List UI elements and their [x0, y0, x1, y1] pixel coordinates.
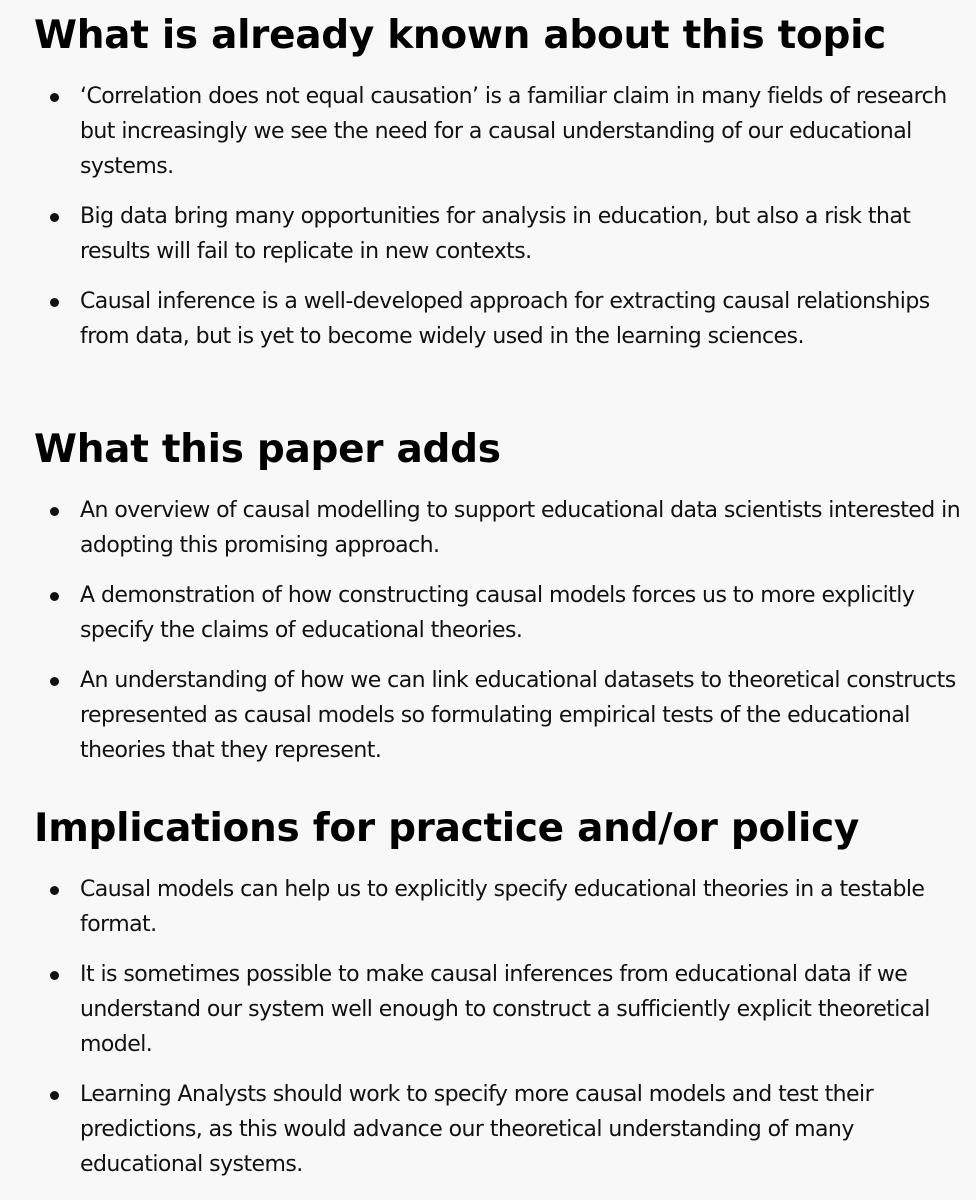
bullet-icon [50, 677, 59, 686]
bullet-icon [50, 213, 59, 222]
bullet-icon [50, 971, 59, 980]
section-heading: What is already known about this topic [34, 13, 886, 58]
section-heading: Implications for practice and/or policy [34, 806, 860, 851]
list-item-text: A demonstration of how constructing causal models forces us to more explicitly specify the claims of educational theories. [80, 583, 915, 643]
bullet-icon [50, 886, 59, 895]
list-item-text: Big data bring many opportunities for analysis in education, but also a risk that results will fail to replicate in new contexts. [80, 204, 911, 264]
list-item-text: An overview of causal modelling to support educational data scientists interested in adopting this promising approach. [80, 498, 961, 558]
section-heading: What this paper adds [34, 427, 501, 472]
bullet-icon [50, 93, 59, 102]
list-item-text: It is sometimes possible to make causal inferences from educational data if we understand our system well enough to construct a sufficiently explicit theoretical model. [80, 962, 930, 1057]
list-item-text: Causal models can help us to explicitly specify educational theories in a testable format. [80, 877, 925, 937]
list-item-text: Causal inference is a well-developed approach for extracting causal relationships from data, but is yet to become widely used in the learning sciences. [80, 289, 930, 349]
list-item-text: An understanding of how we can link educational datasets to theoretical constructs represented as causal models so formulating empirical tests of the educational theories that they represent. [80, 668, 956, 763]
list-item-text: Learning Analysts should work to specify more causal models and test their predictions, as this would advance our theoretical understanding of many educational systems. [80, 1082, 874, 1177]
bullet-icon [50, 592, 59, 601]
bullet-icon [50, 507, 59, 516]
list-item-text: ‘Correlation does not equal causation’ is a familiar claim in many fields of research but increasingly we see the need for a causal understanding of our educational systems. [80, 84, 947, 179]
bullet-icon [50, 1091, 59, 1100]
bullet-icon [50, 298, 59, 307]
